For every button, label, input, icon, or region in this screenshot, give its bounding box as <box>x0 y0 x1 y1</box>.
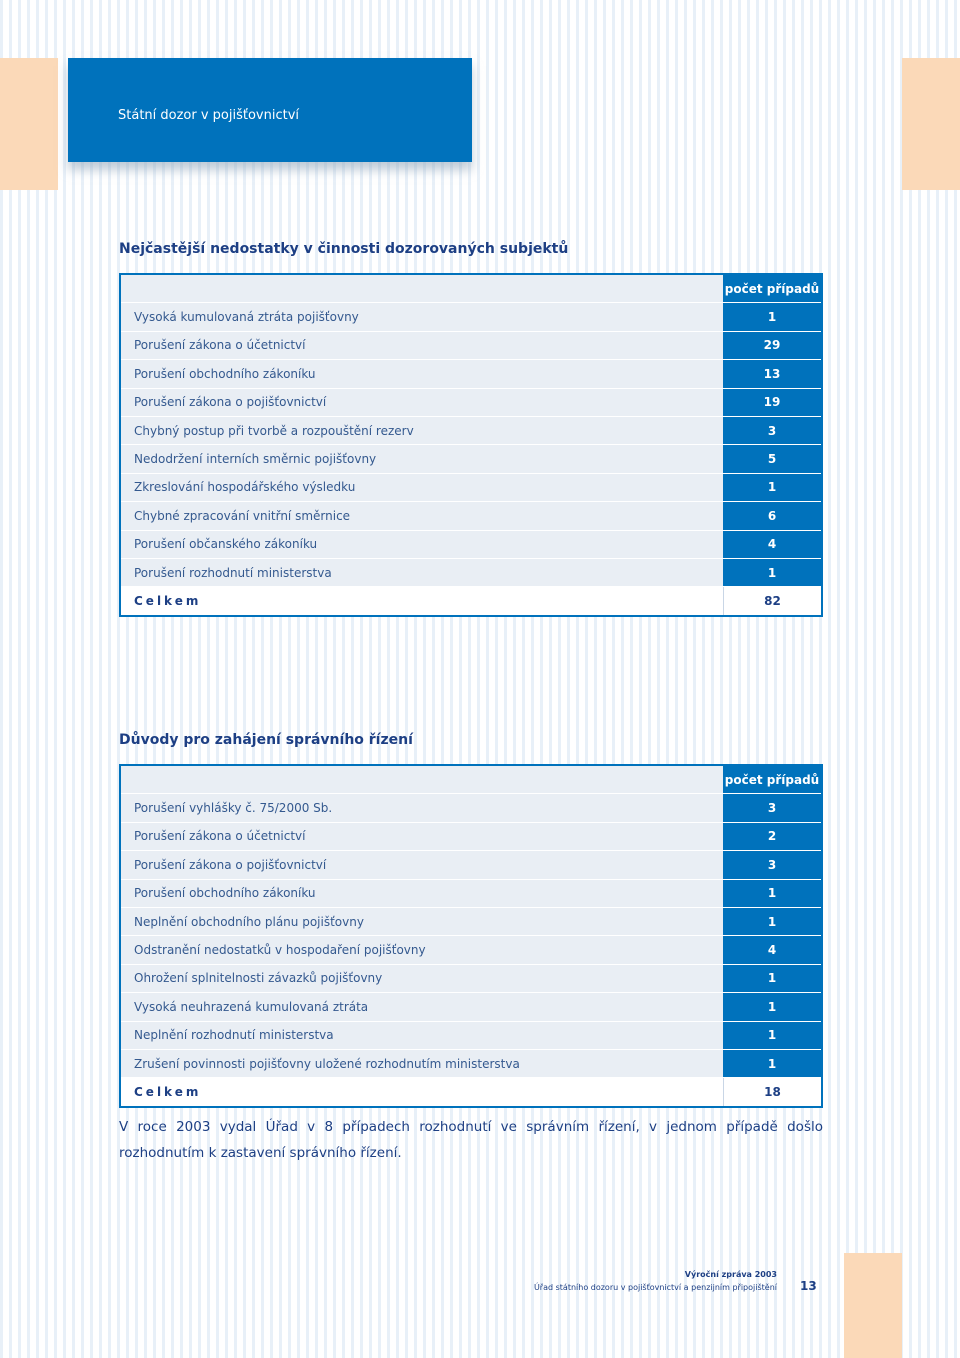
table1 <box>119 273 823 617</box>
row-value: 4 <box>723 531 821 558</box>
total-row <box>121 586 821 614</box>
table-row <box>121 359 821 387</box>
row-value: 13 <box>723 360 821 387</box>
row-label: Chybné zpracování vnitřní směrnice <box>134 508 351 523</box>
row-label: Porušení zákona o pojišťovnictví <box>134 857 327 872</box>
row-label: Porušení rozhodnutí ministerstva <box>134 565 332 580</box>
paragraph-text: V roce 2003 vydal Úřad v 8 případech rozhodnutí ve správním řízení, v jednom případě došlo rozhodnutím k zastavení správního řízení. <box>119 1119 823 1161</box>
footer-report-title: Výroční zpráva 2003 <box>684 1270 777 1279</box>
column-header: počet případů <box>723 275 821 302</box>
row-value: 3 <box>723 794 821 821</box>
row-label: Vysoká kumulovaná ztráta pojišťovny <box>134 310 359 325</box>
row-value: 4 <box>723 936 821 963</box>
table-row <box>121 473 821 501</box>
table-row <box>121 793 821 821</box>
row-label: Porušení vyhlášky č. 75/2000 Sb. <box>134 801 333 816</box>
row-label: Porušení zákona o pojišťovnictví <box>134 395 327 410</box>
total-label: Celkem <box>134 1084 202 1099</box>
table-row <box>121 964 821 992</box>
table1-title: Nejčastější nedostatky v činnosti dozorovaných subjektů <box>119 241 569 257</box>
table-row <box>121 1049 821 1077</box>
total-row <box>121 1077 821 1105</box>
total-label: Celkem <box>134 593 202 608</box>
total-value: 82 <box>723 587 821 614</box>
column-header: počet případů <box>723 766 821 793</box>
row-label: Ohrožení splnitelnosti závazků pojišťovny <box>134 971 383 986</box>
row-label: Nedodržení interních směrnic pojišťovny <box>134 452 377 467</box>
row-label: Porušení obchodního zákoníku <box>134 366 316 381</box>
row-label: Odstranění nedostatků v hospodaření pojišťovny <box>134 943 426 958</box>
row-value: 1 <box>723 965 821 992</box>
row-label: Vysoká neuhrazená kumulovaná ztráta <box>134 999 369 1014</box>
table-header-row <box>121 766 821 793</box>
table-row <box>121 530 821 558</box>
row-value: 5 <box>723 445 821 472</box>
row-value: 3 <box>723 417 821 444</box>
footer-decorative-box <box>844 1253 902 1358</box>
table-row <box>121 879 821 907</box>
table-row <box>121 992 821 1020</box>
row-value: 1 <box>723 993 821 1020</box>
decorative-strip-right <box>902 58 960 190</box>
row-value: 1 <box>723 880 821 907</box>
total-value: 18 <box>723 1078 821 1105</box>
table-row <box>121 850 821 878</box>
row-value: 1 <box>723 559 821 586</box>
header-banner <box>68 58 472 162</box>
row-value: 1 <box>723 1022 821 1049</box>
table-row <box>121 501 821 529</box>
table-row <box>121 558 821 586</box>
table-row <box>121 444 821 472</box>
table-row <box>121 416 821 444</box>
row-label: Porušení zákona o účetnictví <box>134 338 306 353</box>
table-row <box>121 907 821 935</box>
row-label: Neplnění obchodního plánu pojišťovny <box>134 914 364 929</box>
table-row <box>121 1021 821 1049</box>
row-value: 3 <box>723 851 821 878</box>
table2 <box>119 764 823 1108</box>
table-row <box>121 331 821 359</box>
decorative-strip-left <box>0 58 58 190</box>
table-row <box>121 822 821 850</box>
table-row <box>121 388 821 416</box>
table-row <box>121 302 821 330</box>
table2-title: Důvody pro zahájení správního řízení <box>119 732 413 748</box>
row-label: Porušení obchodního zákoníku <box>134 886 316 901</box>
row-value: 19 <box>723 389 821 416</box>
row-value: 29 <box>723 332 821 359</box>
row-label: Neplnění rozhodnutí ministerstva <box>134 1028 334 1043</box>
row-label: Chybný postup při tvorbě a rozpouštění rezerv <box>134 423 414 438</box>
row-value: 2 <box>723 823 821 850</box>
table-header-row <box>121 275 821 302</box>
page-number: 13 <box>800 1279 817 1293</box>
table-row <box>121 935 821 963</box>
row-label: Porušení občanského zákoníku <box>134 537 318 552</box>
row-value: 1 <box>723 1050 821 1077</box>
row-value: 1 <box>723 908 821 935</box>
row-value: 1 <box>723 303 821 330</box>
footer-office: Úřad státního dozoru v pojišťovnictví a penzijním připojištění <box>533 1283 777 1292</box>
row-label: Zkreslování hospodářského výsledku <box>134 480 356 495</box>
header-title: Státní dozor v pojišťovnictví <box>118 108 300 123</box>
row-value: 6 <box>723 502 821 529</box>
row-label: Zrušení povinnosti pojišťovny uložené rozhodnutím ministerstva <box>134 1056 520 1071</box>
row-value: 1 <box>723 474 821 501</box>
row-label: Porušení zákona o účetnictví <box>134 829 306 844</box>
